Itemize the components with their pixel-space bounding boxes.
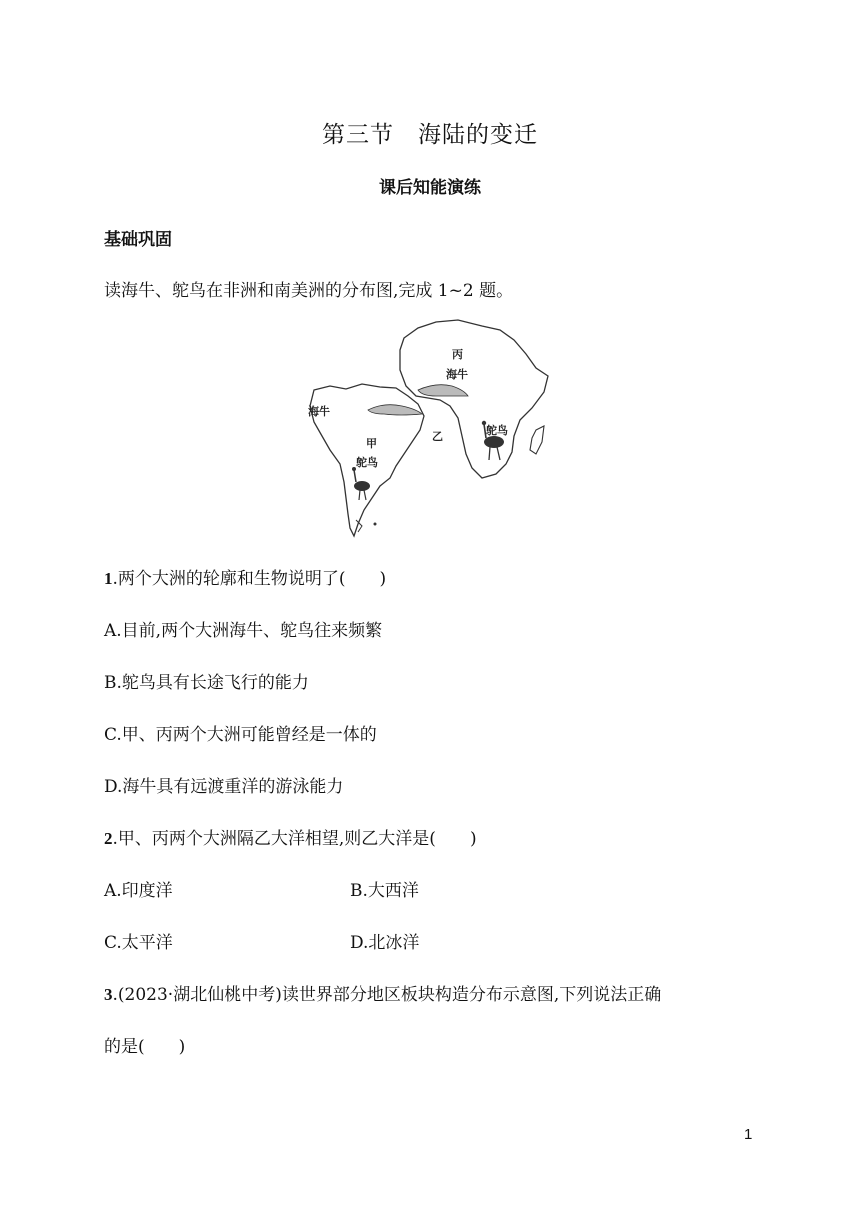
q2-option-c: C.太平洋: [104, 933, 173, 953]
page-subtitle: 课后知能演练: [379, 178, 481, 198]
question-3-continuation: 的是( ): [104, 1037, 186, 1057]
page-title: 第三节 海陆的变迁: [322, 122, 538, 148]
question-3: [104, 980, 661, 1005]
q1-option-b: B.鸵鸟具有长途飞行的能力: [104, 673, 309, 693]
africa-outline: [400, 320, 548, 478]
page-number: 1: [744, 1126, 753, 1143]
q2-option-b: B.大西洋: [350, 881, 419, 901]
section-heading: 基础巩固: [104, 230, 172, 250]
manatee-range-africa: [418, 385, 468, 396]
map-label-yi: 乙: [432, 430, 443, 443]
question-number: 3: [104, 985, 113, 1004]
q2-option-d: D.北冰洋: [350, 933, 420, 953]
question-stem: .甲、丙两个大洲隔乙大洋相望,则乙大洋是( ): [112, 829, 477, 849]
map-label-manatee-sa: 海牛: [308, 405, 330, 418]
question-stem: .(2023·湖北仙桃中考)读世界部分地区板块构造分布示意图,下列说法正确: [112, 985, 662, 1005]
map-label-jia: 甲: [366, 437, 377, 450]
q2-option-a: A.印度洋: [104, 881, 173, 901]
ostrich-icon-south-america: [352, 467, 370, 500]
question-number: 2: [104, 829, 113, 848]
intro-text: 读海牛、鸵鸟在非洲和南美洲的分布图,完成 1~2 题。: [104, 281, 514, 301]
question-1: [104, 564, 386, 589]
question-2: [104, 824, 477, 849]
map-label-ostrich-sa: 鸵鸟: [356, 456, 378, 469]
madagascar-outline: [530, 426, 544, 454]
manatee-range-south-america: [368, 405, 422, 415]
distribution-map: [300, 314, 560, 542]
map-label-bing: 丙: [452, 348, 463, 361]
q1-option-a: A.目前,两个大洲海牛、鸵鸟往来频繁: [104, 621, 383, 641]
question-number: 1: [104, 569, 113, 588]
q1-option-d: D.海牛具有远渡重洋的游泳能力: [104, 777, 344, 797]
map-label-manatee-africa: 海牛: [446, 368, 468, 381]
map-label-ostrich-africa: 鸵鸟: [486, 424, 508, 437]
q1-option-c: C.甲、丙两个大洲可能曾经是一体的: [104, 725, 377, 745]
question-stem: .两个大洲的轮廓和生物说明了( ): [112, 569, 387, 589]
